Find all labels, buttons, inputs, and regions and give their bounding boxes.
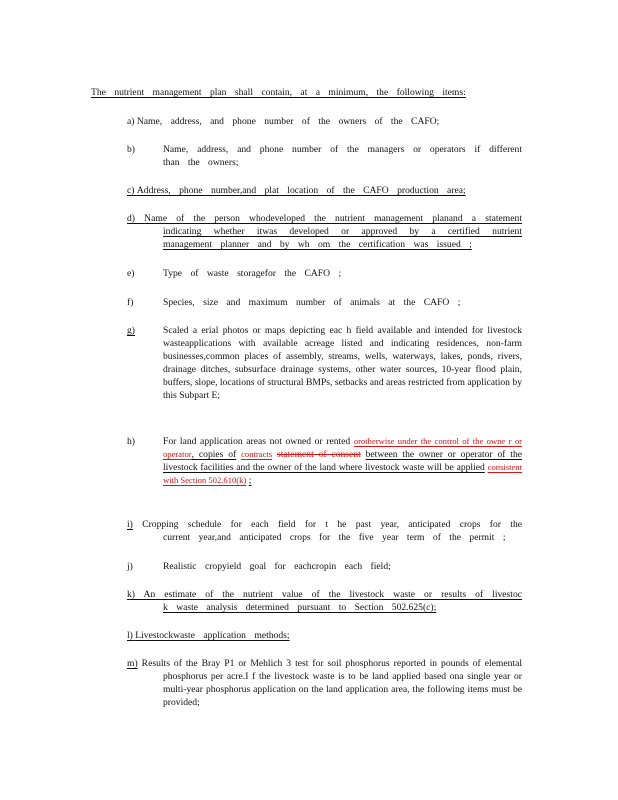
item-m-label: m) [127,658,138,669]
item-e-label: e) [127,268,135,279]
item-h-inserted-1: orotherwise under the control of the owne r or operator [163,436,522,459]
item-g-label: g) [127,325,135,336]
item-f-text: Species, size and maximum number of animals at the CAFO ; [163,297,461,308]
item-f-label: f) [127,297,134,308]
item-h-inserted-3: consistent with Section 502.610(k) [163,462,522,485]
item-e-text: Type of waste storagefor the CAFO ; [163,268,342,279]
item-d-text [127,212,522,251]
item-i-label: i) [127,519,133,530]
item-h-deleted-1: statement of consent [276,449,361,460]
item-i [127,518,522,544]
item-h-text-3: between the owner or operator of the livestock facilities and the owner of the land where livestock waste will be applied [163,449,523,473]
item-e [127,267,522,280]
item-a [127,115,522,128]
item-m-content: Results of the Bray P1 or Mehlich 3 test for soil phosphorus reported in pounds of elemental phosphorus per acre.I f the livestock waste is to be land applied based ona single year or multi-year phosphorus application on the land application area, the following items must be provided; [141,658,522,708]
item-i-text [127,518,522,544]
item-b-text: Name, address, and phone number of the managers or operators if different than the owners; [163,144,522,168]
item-c [127,184,522,197]
item-b-label: b) [127,144,135,155]
item-d [127,212,522,251]
item-d-label: d) [127,213,135,224]
item-b [127,143,522,169]
item-g-text: Scaled a erial photos or maps depicting eac h field available and intended for livestock wasteapplications with available acreage listed and indicating residences, non-farm businesses,common places of assembly, streams, wells, waterways, lakes, ponds, rivers, drainage ditches, subsurface drainage systems, other water sources, 10-year flood plain, buffers, slope, locations of structural BMPs, setbacks and areas restricted from application by this Subpart E; [163,325,522,401]
item-i-content: Cropping schedule for each field for t he past year, anticipated crops for the current year,and anticipated crops for the five year term of the permit ; [142,519,522,543]
item-h-text [163,435,522,487]
item-f [127,296,522,309]
item-k-label: k) [127,589,135,600]
item-l-text: Livestockwaste application methods; [135,630,290,641]
item-h-inserted-2: contracts [241,449,273,459]
intro-paragraph: The nutrient management plan shall contain, at a minimum, the following items: [91,87,466,98]
item-l-label: l) [127,630,133,641]
item-k-text [127,588,522,614]
item-k [127,588,522,614]
item-h-text-4: ; [248,475,252,486]
item-h [127,435,522,487]
item-m-text [127,657,522,709]
item-a-text: Name, address, and phone number of the owners of the CAFO; [136,116,440,127]
item-h-label: h) [127,436,135,447]
item-j [127,560,522,573]
item-d-content: Name of the person whodeveloped the nutrient management planand a statement indicating whether itwas developed or approved by a certified nutrient management planner and by wh om the certification was issued ; [144,213,522,250]
item-k-content: An estimate of the nutrient value of the livestock waste or results of livestoc k waste analysis determined pursuant to Section 502.625(c); [143,589,523,613]
item-l [127,629,522,642]
item-c-label: c) [127,185,135,196]
item-j-label: j) [127,561,133,572]
item-j-text: Realistic cropyield goal for eachcropin each field; [163,561,391,572]
item-h-text-1: For land application areas not owned or rented [163,436,351,447]
item-m [127,657,522,709]
item-g [127,324,522,402]
item-h-text-2: , copies of [191,449,237,460]
item-a-label: a) [127,116,135,127]
item-c-text: Address, phone number,and plat location of the CAFO production area; [136,185,466,196]
